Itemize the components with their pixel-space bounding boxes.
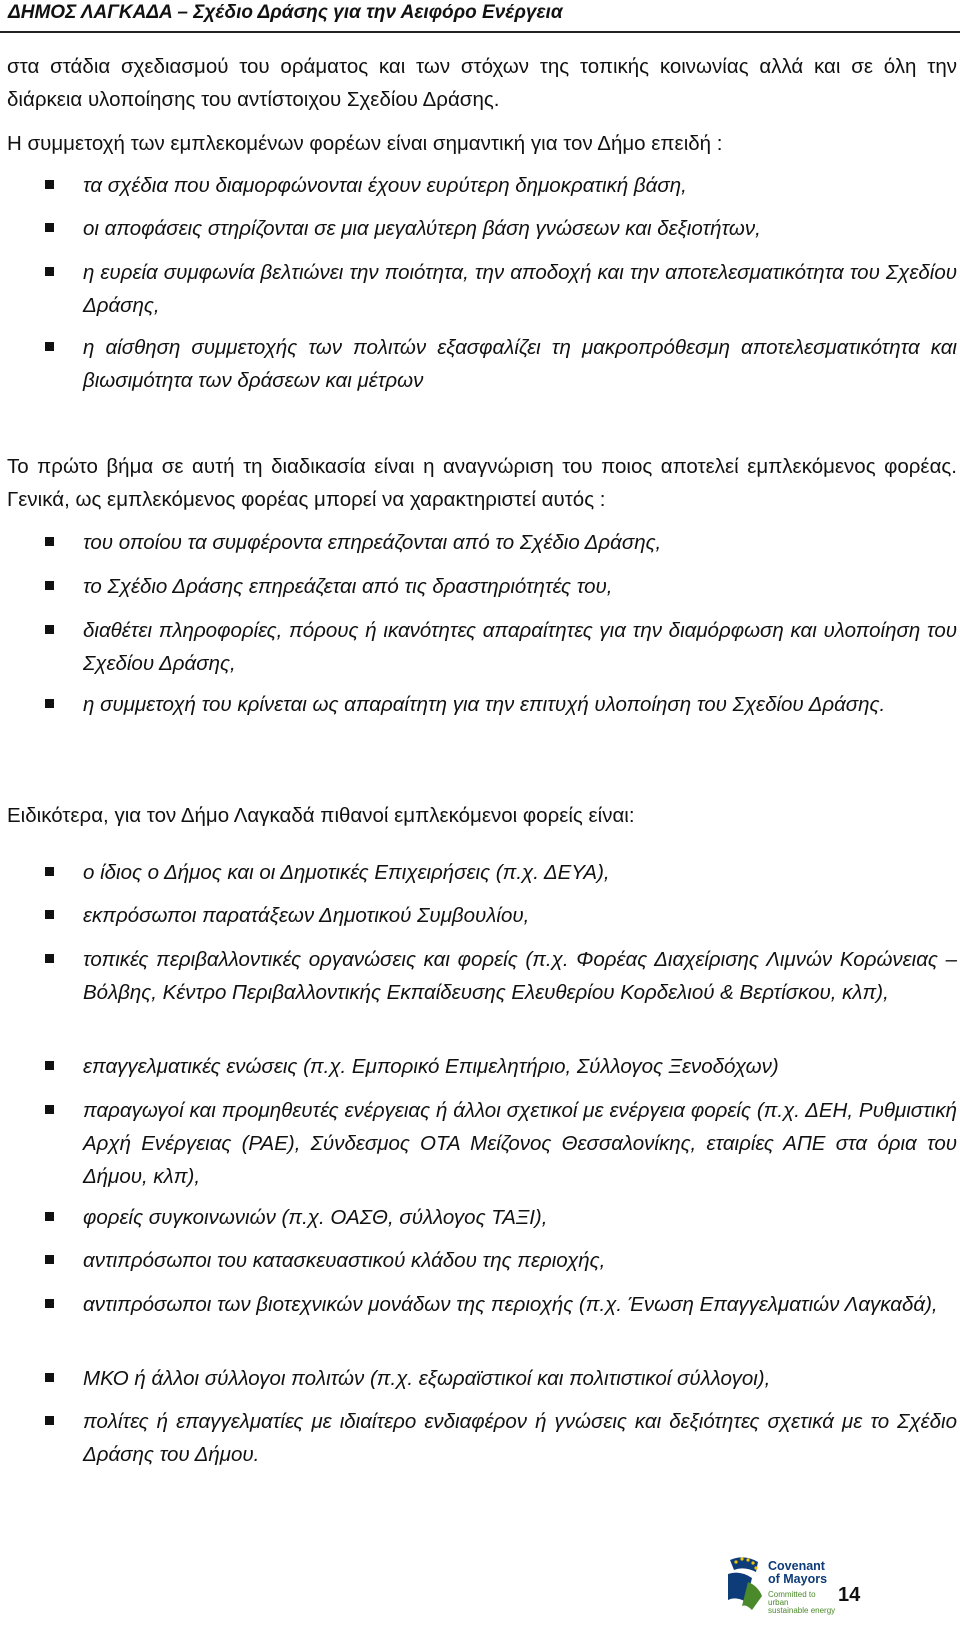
bullet-icon xyxy=(45,910,54,919)
bullet-icon xyxy=(45,1105,54,1114)
list-item: η ευρεία συμφωνία βελτιώνει την ποιότητα, την αποδοχή και την αποτελεσματικότητα του Σχεδίου Δράσης, xyxy=(83,261,957,317)
list-item: οι αποφάσεις στηρίζονται σε μια μεγαλύτερη βάση γνώσεων και δεξιοτήτων, xyxy=(83,217,761,240)
list-item: φορείς συγκοινωνιών (π.χ. ΟΑΣΘ, σύλλογος ΤΑΞΙ), xyxy=(83,1206,548,1229)
bullet-icon xyxy=(45,1255,54,1264)
header-divider xyxy=(0,31,960,33)
list-item: πολίτες ή επαγγελματίες με ιδιαίτερο ενδιαφέρον ή γνώσεις και δεξιότητες σχετικά με το Σχέδιο Δράσης του Δήμου. xyxy=(83,1410,957,1466)
bullet-icon xyxy=(45,867,54,876)
list-item: του οποίου τα συμφέροντα επηρεάζονται από το Σχέδιο Δράσης, xyxy=(83,531,662,554)
logo-title: Covenant of Mayors xyxy=(768,1559,828,1586)
specific-heading: Ειδικότερα, για τον Δήμο Λαγκαδά πιθανοί εμπλεκόμενοι φορείς είναι: xyxy=(7,804,635,827)
intro-paragraph: στα στάδια σχεδιασμού του οράματος και των στόχων της τοπικής κοινωνίας αλλά και σε όλη την διάρκεια υλοποίησης του αντίστοιχου Σχεδίου Δράσης. xyxy=(7,55,957,111)
bullet-icon xyxy=(45,1299,54,1308)
bullet-icon xyxy=(45,1373,54,1382)
list-item: ΜΚΟ ή άλλοι σύλλογοι πολιτών (π.χ. εξωραϊστικοί και πολιτιστικοί σύλλογοι), xyxy=(83,1367,771,1390)
list-item: εκπρόσωποι παρατάξεων Δημοτικού Συμβουλίου, xyxy=(83,904,530,927)
importance-heading: Η συμμετοχή των εμπλεκομένων φορέων είναι σημαντική για τον Δήμο επειδή : xyxy=(7,132,723,155)
bullet-icon xyxy=(45,180,54,189)
list-item: διαθέτει πληροφορίες, πόρους ή ικανότητες απαραίτητες για την διαμόρφωση και υλοποίηση του Σχεδίου Δράσης, xyxy=(83,619,957,675)
stakeholder-definition-paragraph: Το πρώτο βήμα σε αυτή τη διαδικασία είναι η αναγνώριση του ποιος αποτελεί εμπλεκόμενος φορέας. Γενικά, ως εμπλεκόμενος φορέας μπορεί να χαρακτηριστεί αυτός : xyxy=(7,455,957,511)
bullet-icon xyxy=(45,699,54,708)
list-item: αντιπρόσωποι των βιοτεχνικών μονάδων της περιοχής (π.χ. Ένωση Επαγγελματιών Λαγκαδά), xyxy=(83,1293,938,1316)
page-header: ΔΗΜΟΣ ΛΑΓΚΑΔΑ – Σχέδιο Δράσης για την Αειφόρο Ενέργεια xyxy=(8,2,563,23)
list-item: τα σχέδια που διαμορφώνονται έχουν ευρύτερη δημοκρατική βάση, xyxy=(83,174,687,197)
logo-tagline: Committed to urban sustainable energy xyxy=(768,1590,836,1615)
covenant-emblem-icon xyxy=(726,1552,764,1618)
bullet-icon xyxy=(45,342,54,351)
list-item: ο ίδιος ο Δήμος και οι Δημοτικές Επιχειρήσεις (π.χ. ΔΕΥΑ), xyxy=(83,861,610,884)
list-item: τοπικές περιβαλλοντικές οργανώσεις και φορείς (π.χ. Φορέας Διαχείρισης Λιμνών Κορώνειας – Βόλβης, Κέντρο Περιβαλλοντικής Εκπαίδευσης Ελευθερίου Κορδελιού & Βερτίσκου, κλπ), xyxy=(83,948,957,1004)
list-item: επαγγελματικές ενώσεις (π.χ. Εμπορικό Επιμελητήριο, Σύλλογος Ξενοδόχων) xyxy=(83,1055,779,1078)
bullet-icon xyxy=(45,625,54,634)
list-item: αντιπρόσωποι του κατασκευαστικού κλάδου της περιοχής, xyxy=(83,1249,606,1272)
bullet-icon xyxy=(45,537,54,546)
bullet-icon xyxy=(45,1061,54,1070)
covenant-of-mayors-logo xyxy=(726,1534,836,1622)
bullet-icon xyxy=(45,267,54,276)
list-item: παραγωγοί και προμηθευτές ενέργειας ή άλλοι σχετικοί με ενέργεια φορείς (π.χ. ΔΕΗ, Ρυθμιστική Αρχή Ενέργειας (ΡΑΕ), Σύνδεσμος ΟΤΑ Μείζονος Θεσσαλονίκης, εταιρίες ΑΠΕ στα όρια του Δήμου, κλπ), xyxy=(83,1099,957,1188)
bullet-icon xyxy=(45,954,54,963)
page-number: 14 xyxy=(838,1584,861,1606)
bullet-icon xyxy=(45,581,54,590)
bullet-icon xyxy=(45,223,54,232)
bullet-icon xyxy=(45,1416,54,1425)
list-item: η αίσθηση συμμετοχής των πολιτών εξασφαλίζει τη μακροπρόθεσμη αποτελεσματικότητα και βιωσιμότητα των δράσεων και μέτρων xyxy=(83,336,957,392)
list-item: η συμμετοχή του κρίνεται ως απαραίτητη για την επιτυχή υλοποίηση του Σχεδίου Δράσης. xyxy=(83,693,886,716)
bullet-icon xyxy=(45,1212,54,1221)
list-item: το Σχέδιο Δράσης επηρεάζεται από τις δραστηριότητές του, xyxy=(83,575,613,598)
